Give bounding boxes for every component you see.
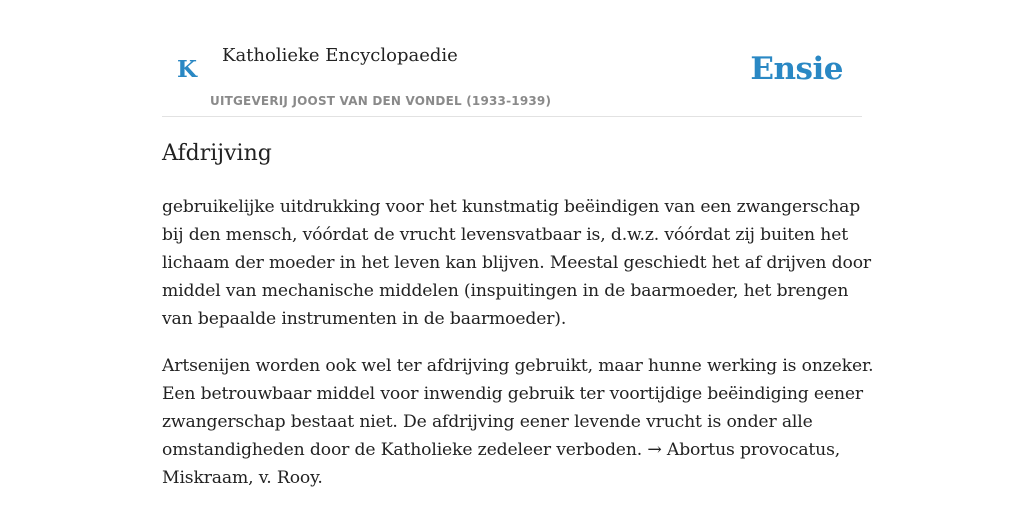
article-title: Afdrijving [162,141,272,166]
paragraph-line: lichaam der moeder in het leven kan blijven. Meestal geschiedt het af drijven door [162,253,871,273]
paragraph-line: van bepaalde instrumenten in de baarmoeder). [162,309,567,329]
publisher-subtitle: UITGEVERIJ JOOST VAN DEN VONDEL (1933-1939) [210,94,552,108]
paragraph-line: gebruikelijke uitdrukking voor het kunstmatig beëindigen van een zwangerschap [162,197,861,217]
paragraph-line: Artsenijen worden ook wel ter afdrijving gebruikt, maar hunne werking is onzeker. [162,356,874,376]
paragraph-line: Een betrouwbaar middel voor inwendig gebruik ter voortijdige beëindiging eener [162,384,863,404]
article-paragraph-2 [162,352,874,492]
paragraph-line-with-cross-reference[interactable]: omstandigheden door de Katholieke zedeleer verboden. → Abortus provocatus, [162,440,841,460]
article-paragraph-1 [162,193,871,333]
publication-logo[interactable]: K [177,56,197,83]
paragraph-line: middel van mechanische middelen (inspuitingen in de baarmoeder, het brengen [162,281,849,301]
paragraph-line-with-cross-reference[interactable]: Miskraam, v. Rooy. [162,468,323,488]
ensie-brand-logo[interactable]: Ensie [750,51,843,87]
paragraph-line: zwangerschap bestaat niet. De afdrijving eener levende vrucht is onder alle [162,412,813,432]
paragraph-line: bij den mensch, vóórdat de vrucht levensvatbaar is, d.w.z. vóórdat zij buiten het [162,225,848,245]
publication-title[interactable]: Katholieke Encyclopaedie [222,45,458,66]
header [162,40,862,117]
article [162,138,874,511]
